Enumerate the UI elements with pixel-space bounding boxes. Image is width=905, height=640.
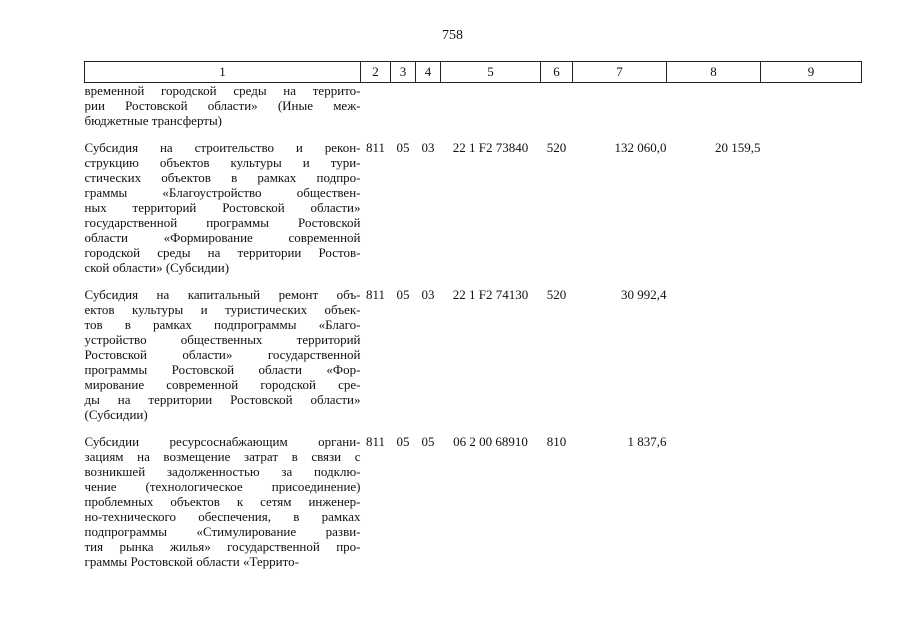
ministry-code: 811 (365, 140, 386, 155)
description-line: городской среды на территории Ростов- (84, 245, 361, 260)
description-line: ектов культуры и туристических объек- (84, 302, 361, 317)
description-line: рии Ростовской области» (Иные меж- (84, 98, 361, 113)
column-header: 2 (361, 62, 391, 83)
description-line: Субсидии ресурсоснабжающим органи- (84, 434, 361, 449)
description-line: устройство общественных территорий (84, 332, 361, 347)
amount-col7: 132 060,0 (614, 140, 667, 155)
description-line: но-технического обеспечения, в рамках (84, 509, 361, 524)
expense-type-code: 520 (546, 287, 567, 302)
page-number: 758 (442, 28, 463, 43)
amount-col8 (667, 422, 761, 569)
budget-table (84, 61, 862, 569)
target-article-code: 22 1 F2 74130 (452, 287, 529, 302)
description-line: чение (технологическое присоединение) (84, 479, 361, 494)
table-header-row (85, 62, 862, 83)
column-header: 1 (85, 62, 361, 83)
column-header: 4 (416, 62, 441, 83)
description-line: программы Ростовской области «Фор- (84, 362, 361, 377)
row-description (85, 275, 361, 422)
amount-col8 (667, 275, 761, 422)
amount-col7: 1 837,6 (627, 434, 667, 449)
section-code: 05 (396, 434, 410, 449)
table-row (85, 128, 862, 275)
amount-col9 (761, 83, 862, 129)
target-article-code: 22 1 F2 73840 (452, 140, 529, 155)
amount-col9 (761, 422, 862, 569)
subsection-code: 03 (421, 140, 435, 155)
description-line: ской области» (Субсидии) (84, 260, 230, 275)
expense-type-code: 520 (546, 140, 567, 155)
ministry-code: 811 (365, 287, 386, 302)
row-description (85, 422, 361, 569)
subsection-code: 03 (421, 287, 435, 302)
description-line: граммы «Благоустройство обществен- (84, 185, 361, 200)
description-line: подпрограммы «Стимулирование разви- (84, 524, 361, 539)
target-article-code: 06 2 00 68910 (453, 434, 528, 449)
description-line: тов в рамках подпрограммы «Благо- (84, 317, 361, 332)
ministry-code (361, 83, 391, 129)
description-line: тия рынка жилья» государственной про- (84, 539, 361, 554)
amount-col7 (573, 83, 667, 129)
expense-type-code: 810 (546, 434, 567, 449)
section-code: 05 (396, 140, 410, 155)
description-line: зациям на возмещение затрат в связи с (84, 449, 361, 464)
description-line: временной городской среды на террито- (84, 83, 361, 98)
description-line: струкцию объектов культуры и тури- (84, 155, 361, 170)
amount-col9 (761, 128, 862, 275)
description-line: Ростовской области» государственной (84, 347, 361, 362)
description-line: бюджетные трансферты) (84, 113, 223, 128)
description-line: проблемных объектов к сетям инженер- (84, 494, 361, 509)
column-header: 3 (391, 62, 416, 83)
target-article-code (441, 83, 541, 129)
description-line: (Субсидии) (84, 407, 148, 422)
column-header: 9 (761, 62, 862, 83)
description-line: Субсидия на строительство и рекон- (84, 140, 361, 155)
description-line: ных территорий Ростовской области» (84, 200, 361, 215)
description-line: граммы Ростовской области «Террито- (84, 554, 299, 569)
description-line: области «Формирование современной (84, 230, 361, 245)
description-line: ды на территории Ростовской области» (84, 392, 361, 407)
column-header: 5 (441, 62, 541, 83)
description-line: государственной программы Ростовской (84, 215, 361, 230)
description-line: стических объектов в рамках подпро- (84, 170, 361, 185)
amount-col8: 20 159,5 (715, 140, 761, 155)
table-row (85, 83, 862, 129)
table-row (85, 275, 862, 422)
table-row (85, 422, 862, 569)
description-line: возникшей задолженностью за подклю- (84, 464, 361, 479)
column-header: 6 (541, 62, 573, 83)
amount-col7: 30 992,4 (621, 287, 667, 302)
column-header: 8 (667, 62, 761, 83)
description-line: Субсидия на капитальный ремонт объ- (84, 287, 361, 302)
subsection-code: 05 (421, 434, 435, 449)
expense-type-code (541, 83, 573, 129)
column-header: 7 (573, 62, 667, 83)
row-description (85, 83, 361, 129)
subsection-code (416, 83, 441, 129)
row-description (85, 128, 361, 275)
section-code (391, 83, 416, 129)
description-line: мирование современной городской сре- (84, 377, 361, 392)
amount-col9 (761, 275, 862, 422)
section-code: 05 (396, 287, 410, 302)
ministry-code: 811 (365, 434, 386, 449)
amount-col8 (667, 83, 761, 129)
